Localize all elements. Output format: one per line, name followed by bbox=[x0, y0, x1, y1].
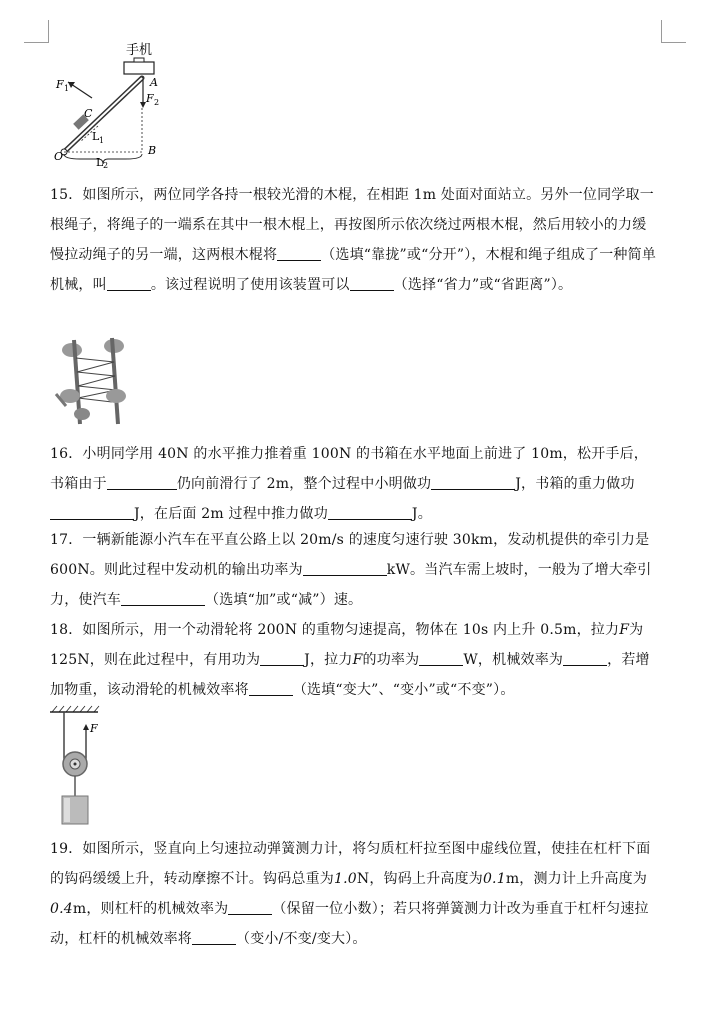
label-B: B bbox=[148, 144, 157, 157]
phone-lever-figure bbox=[50, 40, 180, 168]
answer-blank[interactable] bbox=[260, 650, 304, 666]
sticks-and-rope-figure bbox=[52, 336, 132, 428]
answer-blank[interactable] bbox=[192, 929, 236, 945]
label-F1: F bbox=[56, 78, 64, 91]
answer-blank[interactable] bbox=[228, 899, 272, 915]
question-19: 19．如图所示，竖直向上匀速拉动弹簧测力计，将匀质杠杆拉至图中虚线位置，使挂在杠杆下面的钩码缓缓上升，转动摩擦不计。钩码总重为1.0N，钩码上升高度为0.1m，测力计上升高度为0.4m，则杠杆的机械效率为 （保留一位小数）；若只将弹簧测力计改为垂直于杠杆匀速拉动，杠杆的机械效率将 （变小/不变/变大）。 bbox=[50, 841, 651, 947]
force-label-F: F bbox=[90, 722, 98, 735]
answer-blank[interactable] bbox=[350, 275, 394, 291]
page-corner-mark-left bbox=[24, 20, 49, 43]
svg-text:1: 1 bbox=[64, 84, 70, 93]
question-16: 16．小明同学用 40N 的水平推力推着重 100N 的书箱在水平地面上前进了 10m，松开手后，书箱由于 仍向前滑行了 2m，整个过程中小明做功 J，书箱的重力做功J，在后面 2m 过程中推力做功 J。 bbox=[50, 446, 648, 522]
answer-blank[interactable] bbox=[563, 650, 607, 666]
answer-blank[interactable] bbox=[107, 275, 151, 291]
question-15: 15．如图所示，两位同学各持一根较光滑的木棍，在相距 1m 处面对面站立。另外一位同学取一根绳子，将绳子的一端系在其中一根木棍上，再按图所示依次绕过两根木棍，然后用较小的力缓慢拉动绳子的另一端，这两根木棍将 （选填“靠拢”或“分开”），木棍和绳子组成了一种简单机械，叫 。该过程说明了使用该装置可以 （选择“省力”或“省距离”）。 bbox=[50, 187, 657, 293]
answer-blank[interactable] bbox=[249, 680, 293, 696]
answer-blank[interactable] bbox=[303, 560, 387, 576]
answer-blank[interactable] bbox=[419, 650, 463, 666]
answer-blank[interactable] bbox=[121, 590, 205, 606]
question-17: 17．一辆新能源小汽车在平直公路上以 20m/s 的速度匀速行驶 30km，发动机提供的牵引力是 600N。则此过程中发动机的输出功率为 kW。当汽车需上坡时，一般为了增大牵引力，使汽车 （选填“加”或“减”）速。 bbox=[50, 532, 652, 608]
svg-text:1: 1 bbox=[99, 136, 105, 145]
phone-shape bbox=[124, 62, 154, 74]
label-F2: F bbox=[146, 92, 154, 105]
answer-blank[interactable] bbox=[107, 474, 177, 490]
label-L1: L bbox=[92, 130, 100, 143]
label-C: C bbox=[84, 107, 93, 120]
svg-text:2: 2 bbox=[154, 98, 160, 107]
answer-blank[interactable] bbox=[431, 474, 515, 490]
label-A: A bbox=[150, 76, 158, 89]
phone-label: 手机 bbox=[126, 43, 153, 58]
label-L2: L bbox=[96, 156, 104, 168]
question-18: 18．如图所示，用一个动滑轮将 200N 的重物匀速提高，物体在 10s 内上升 0.5m，拉力F为 125N，则在此过程中，有用功为 J，拉力F的功率为 W，机械效率为 ，若增加物重，该动滑轮的机械效率将 （选填“变大”、“变小”或“不变”）。 bbox=[50, 622, 650, 698]
answer-blank[interactable] bbox=[50, 504, 134, 520]
answer-blank[interactable] bbox=[328, 504, 412, 520]
answer-blank[interactable] bbox=[277, 245, 321, 261]
svg-text:2: 2 bbox=[103, 161, 109, 168]
label-O: O bbox=[54, 150, 64, 163]
page-corner-mark-right bbox=[661, 20, 686, 43]
movable-pulley-figure bbox=[48, 704, 108, 828]
